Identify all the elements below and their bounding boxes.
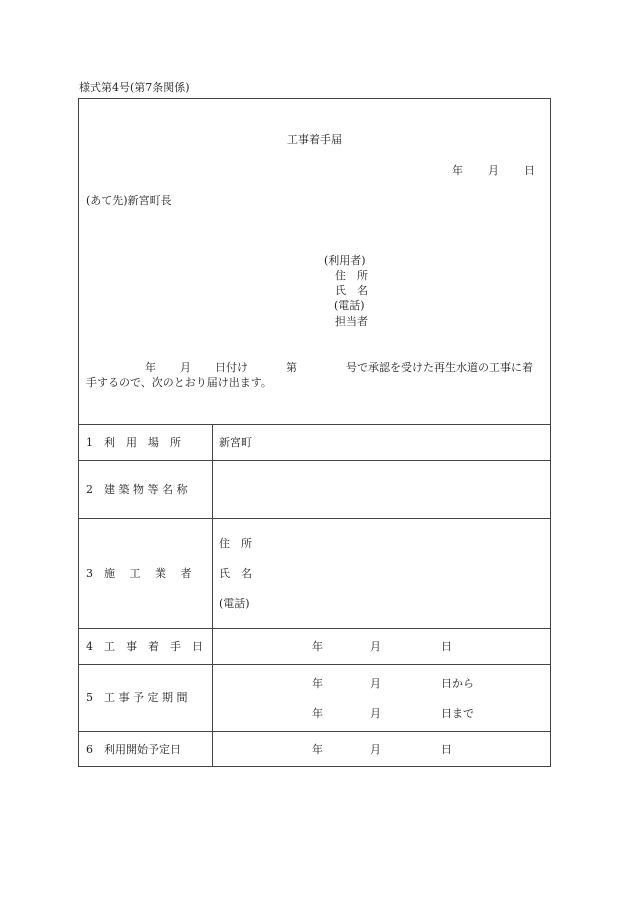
period-from-month: 月 <box>370 677 381 690</box>
table-row-label: 6 利用開始予定日 <box>86 743 181 756</box>
body-year: 年 <box>145 361 156 374</box>
document-title: 工事着手届 <box>287 133 342 146</box>
period-to-year: 年 <box>312 707 323 720</box>
period-from-day: 日から <box>441 677 474 690</box>
body-dated: 日付け <box>215 361 248 374</box>
table-row-label: 4 工 事 着 手 日 <box>86 640 203 653</box>
date-month: 月 <box>488 164 499 177</box>
applicant-phone-label: (電話) <box>334 299 365 312</box>
use-start-year: 年 <box>312 743 323 756</box>
table-rule <box>78 460 551 461</box>
body-number-prefix: 第 <box>286 361 297 374</box>
applicant-contact-label: 担当者 <box>335 315 368 328</box>
body-line1-rest: 号で承認を受けた再生水道の工事に着 <box>346 361 533 374</box>
table-rule <box>78 628 551 629</box>
start-date-year: 年 <box>312 640 323 653</box>
use-start-month: 月 <box>370 743 381 756</box>
applicant-heading: (利用者) <box>324 254 366 267</box>
contractor-address-label: 住 所 <box>219 537 252 550</box>
form-number: 様式第4号(第7条関係) <box>79 81 190 94</box>
period-to-day: 日まで <box>441 707 474 720</box>
date-day: 日 <box>524 164 535 177</box>
body-line2: 手するので、次のとおり届け出ます。 <box>86 376 272 389</box>
start-date-month: 月 <box>370 640 381 653</box>
body-month: 月 <box>180 361 191 374</box>
contractor-name-label: 氏 名 <box>219 567 252 580</box>
table-column-divider <box>212 424 213 767</box>
table-row-label: 5 工 事 予 定 期 間 <box>86 691 188 704</box>
table-rule <box>78 424 551 425</box>
table-rule <box>78 731 551 732</box>
table-row-value: 新宮町 <box>219 436 252 449</box>
period-to-month: 月 <box>370 707 381 720</box>
applicant-name-label: 氏 名 <box>335 284 368 297</box>
table-row-label: 3 施 工 業 者 <box>86 567 192 580</box>
table-row-label: 2 建 築 物 等 名 称 <box>86 483 188 496</box>
table-rule <box>78 518 551 519</box>
applicant-address-label: 住 所 <box>335 269 368 282</box>
start-date-day: 日 <box>441 640 452 653</box>
date-year: 年 <box>452 164 463 177</box>
table-row-label: 1 利 用 場 所 <box>86 436 181 449</box>
period-from-year: 年 <box>312 677 323 690</box>
use-start-day: 日 <box>441 743 452 756</box>
table-rule <box>78 664 551 665</box>
addressee: (あて先)新宮町長 <box>86 194 172 207</box>
contractor-phone-label: (電話) <box>219 597 250 610</box>
